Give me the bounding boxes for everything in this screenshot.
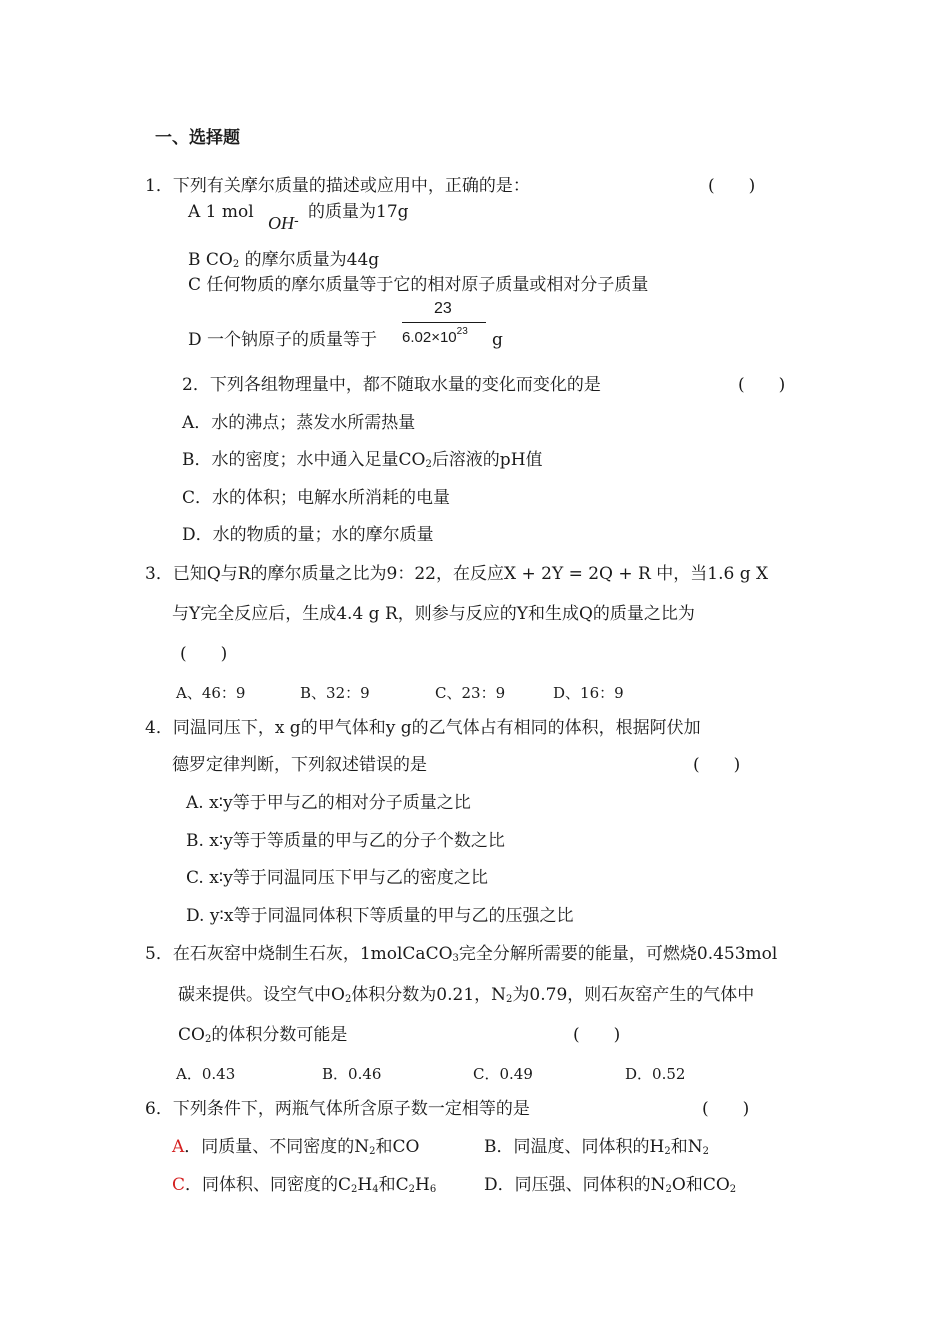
q5-answer-paren: ( ) (573, 1025, 621, 1045)
q1-option-a-post: 的质量为17g (308, 202, 409, 222)
q5-option-b: B．0.46 (322, 1065, 382, 1083)
q3-line-2: 与Y完全反应后，生成4.4 g R，则参与反应的Y和生成Q的质量之比为 (172, 604, 695, 624)
q6-option-a: A．同质量、不同密度的$N_2$和CO (172, 1137, 420, 1157)
q2-answer-paren: ( ) (738, 375, 786, 395)
q1-option-b: B $CO_2$ 的摩尔质量为44g (188, 250, 380, 270)
q2-option-b: B．水的密度；水中通入足量$CO_2$后溶液的pH值 (182, 450, 543, 470)
q5-line-2: 碳来提供。设空气中$O_2$体积分数为0.21，$N_2$为0.79，则石灰窑产生的气体中 (178, 985, 755, 1005)
q5-option-c: C．0.49 (473, 1065, 533, 1083)
q1-option-c: C 任何物质的摩尔质量等于它的相对原子质量或相对分子质量 (188, 275, 649, 295)
q6-option-d: D．同压强、同体积的$N_2O$和$CO_2$ (484, 1175, 737, 1195)
q2-stem: 2．下列各组物理量中，都不随取水量的变化而变化的是 (182, 375, 601, 395)
q2-option-a: A．水的沸点；蒸发水所需热量 (182, 413, 416, 433)
q6-option-c-letter: C (172, 1175, 186, 1195)
q3-line-1: 3．已知Q与R的摩尔质量之比为9：22，在反应X + 2Y = 2Q + R 中，当1.6 g X (145, 564, 769, 584)
section-title: 一、选择题 (155, 128, 240, 148)
q3-answer-paren: ( ) (180, 644, 228, 664)
hydroxide-formula: OH (268, 213, 294, 233)
q1-option-a-pre: A 1 mol (188, 202, 254, 222)
q1-option-d-unit: g (492, 330, 503, 350)
q4-line-2: 德罗定律判断，下列叙述错误的是 (172, 755, 427, 775)
q2-option-c: C．水的体积；电解水所消耗的电量 (182, 488, 451, 508)
q1-option-a-formula (268, 214, 299, 233)
q4-option-b: B. x∶y等于等质量的甲与乙的分子个数之比 (186, 831, 505, 851)
q6-stem: 6．下列条件下，两瓶气体所含原子数一定相等的是 (145, 1099, 530, 1119)
q1-stem: 1．下列有关摩尔质量的描述或应用中，正确的是： (145, 176, 530, 196)
q5-line-1: 5．在石灰窑中烧制生石灰，1molCaCO$_3$完全分解所需要的能量，可燃烧0.453mol (145, 944, 778, 964)
fraction-denominator: $6.02\times 10^{23}$ (402, 326, 468, 346)
q3-option-b: B、32：9 (300, 684, 370, 702)
q6-option-a-letter: A (172, 1137, 185, 1157)
q2-option-d: D．水的物质的量；水的摩尔质量 (182, 525, 434, 545)
q4-option-a: A. x∶y等于甲与乙的相对分子质量之比 (186, 793, 471, 813)
q6-answer-paren: ( ) (702, 1099, 750, 1119)
q1-option-d-fraction (400, 300, 490, 350)
hydroxide-charge: - (294, 213, 299, 229)
fraction-numerator: 23 (434, 300, 452, 317)
q5-line-3: $CO_2$的体积分数可能是 (178, 1025, 348, 1045)
q1-answer-paren: ( ) (708, 176, 756, 196)
fraction-bar (402, 322, 486, 323)
q6-option-b: B．同温度、同体积的$H_2$和$N_2$ (484, 1137, 709, 1157)
q6-option-c: C．同体积、同密度的$C_2H_4$和$C_2H_6$ (172, 1175, 437, 1195)
q3-option-a: A、46：9 (176, 684, 246, 702)
q5-option-d: D．0.52 (625, 1065, 686, 1083)
q3-option-d: D、16：9 (553, 684, 624, 702)
q4-answer-paren: ( ) (693, 755, 741, 775)
q4-option-c: C. x∶y等于同温同压下甲与乙的密度之比 (186, 868, 488, 888)
q1-option-a (188, 204, 254, 221)
q5-option-a: A．0.43 (176, 1065, 236, 1083)
q3-option-c: C、23：9 (435, 684, 506, 702)
q1-option-d-pre: D 一个钠原子的质量等于 (188, 330, 378, 350)
q4-option-d: D. y∶x等于同温同体积下等质量的甲与乙的压强之比 (186, 906, 574, 926)
q4-line-1: 4．同温同压下，x g的甲气体和y g的乙气体占有相同的体积，根据阿伏加 (145, 718, 701, 738)
